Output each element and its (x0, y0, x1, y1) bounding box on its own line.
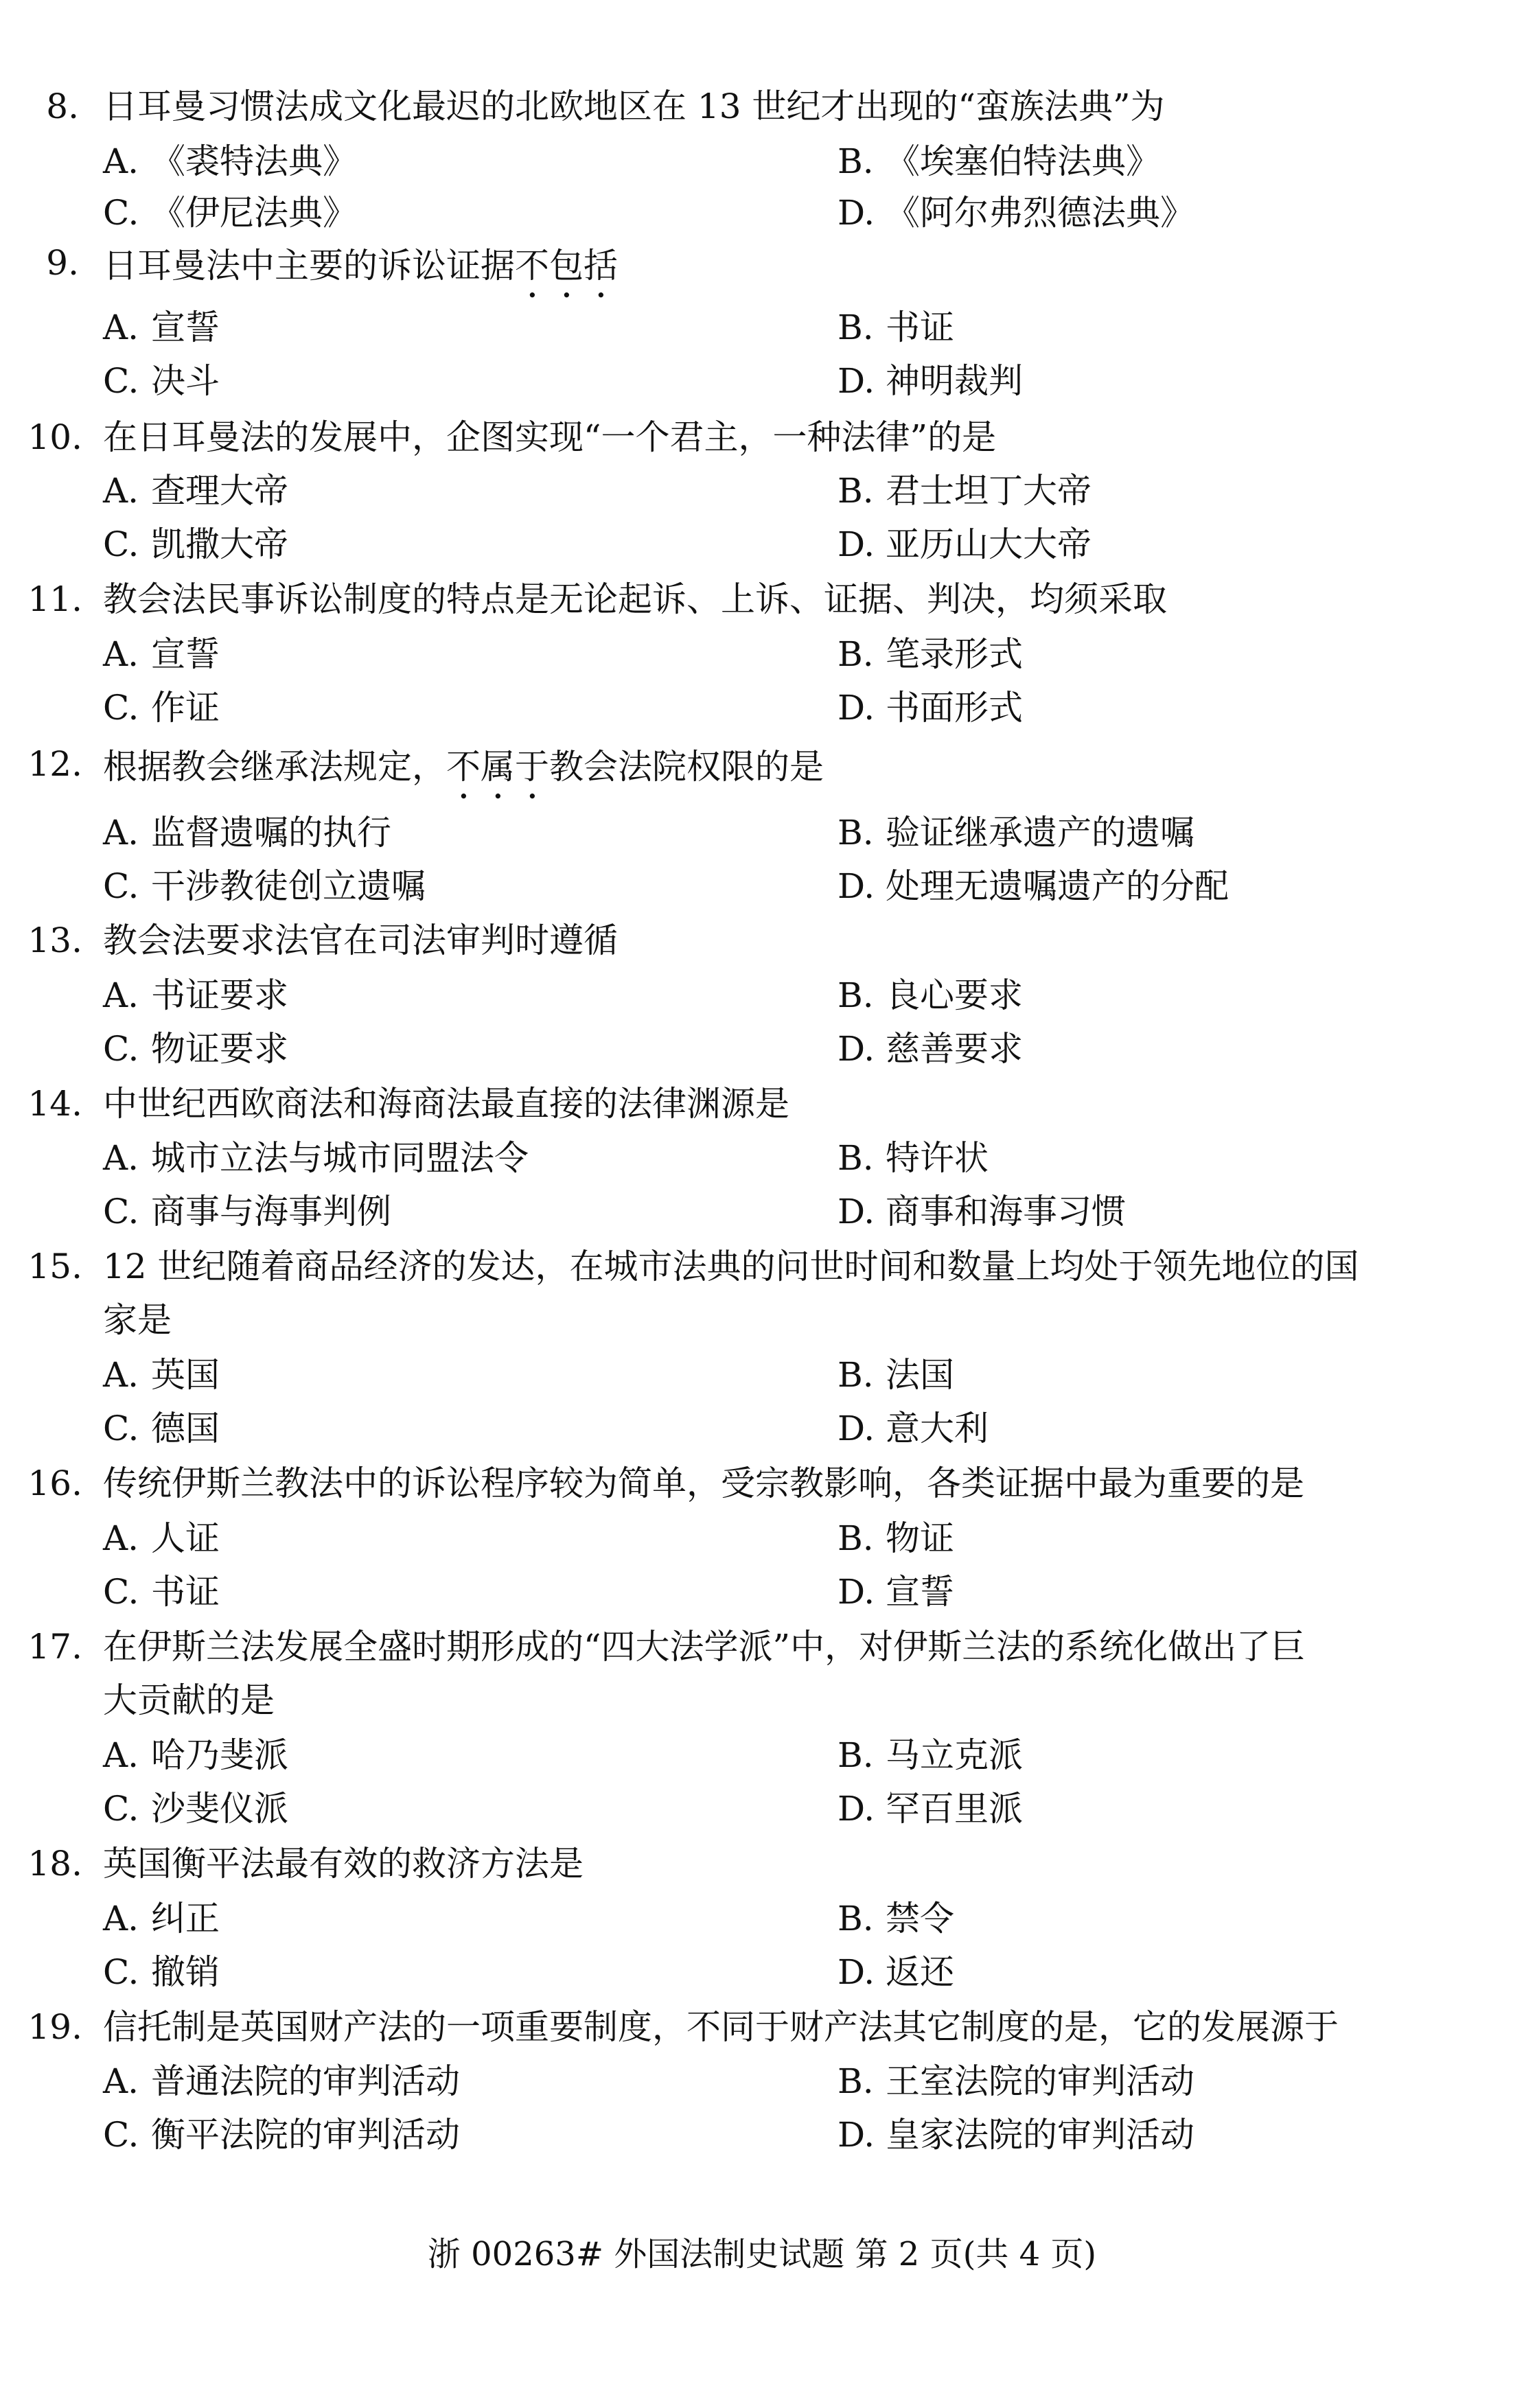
option-d: D. 返还 (838, 1952, 954, 1992)
option-d: D. 皇家法院的审判活动 (838, 2115, 1194, 2155)
emphasis-text: 不包括 (515, 246, 618, 286)
option-a: A. 宣誓 (103, 634, 220, 674)
question-stem: 教会法要求法官在司法审判时遵循 (103, 921, 618, 960)
question-stem: 教会法民事诉讼制度的特点是无论起诉、上诉、证据、判决，均须采取 (103, 579, 1167, 619)
question-number: 13. (27, 921, 82, 960)
question-stem-continued: 家是 (103, 1300, 172, 1340)
option-c: C. 决斗 (103, 361, 220, 401)
option-d: D. 罕百里派 (838, 1789, 1023, 1829)
option-b: B. 特许状 (838, 1138, 989, 1178)
question-number: 10. (27, 417, 82, 457)
option-d: D. 商事和海事习惯 (838, 1192, 1126, 1231)
option-b: B. 《埃塞伯特法典》 (838, 141, 1160, 181)
option-d: D. 书面形式 (838, 688, 1023, 728)
option-d: D. 意大利 (838, 1409, 989, 1448)
option-c: C. 干涉教徒创立遗嘱 (103, 866, 426, 906)
question-stem: 在日耳曼法的发展中，企图实现“一个君主，一种法律”的是 (103, 417, 997, 457)
option-b: B. 君士坦丁大帝 (838, 471, 1092, 511)
question-stem-continued: 大贡献的是 (103, 1680, 275, 1720)
option-b: B. 物证 (838, 1518, 954, 1558)
question-number: 18. (27, 1844, 82, 1884)
option-b: B. 良心要求 (838, 975, 1023, 1015)
option-b: B. 验证继承遗产的遗嘱 (838, 813, 1194, 853)
question-stem: 日耳曼习惯法成文化最迟的北欧地区在 13 世纪才出现的“蛮族法典”为 (103, 86, 1165, 126)
option-a: A. 书证要求 (103, 975, 288, 1015)
option-a: A. 哈乃斐派 (103, 1735, 288, 1775)
option-c: C. 商事与海事判例 (103, 1192, 391, 1231)
question-stem: 12 世纪随着商品经济的发达，在城市法典的问世时间和数量上均处于领先地位的国 (103, 1247, 1359, 1286)
option-a: A. 纠正 (103, 1899, 220, 1938)
option-a: A. 《裘特法典》 (103, 141, 357, 181)
option-d: D. 《阿尔弗烈德法典》 (838, 193, 1194, 233)
option-d: D. 处理无遗嘱遗产的分配 (838, 866, 1229, 906)
question-number: 19. (27, 2007, 82, 2047)
option-a: A. 城市立法与城市同盟法令 (103, 1138, 529, 1178)
option-c: C. 撤销 (103, 1952, 220, 1992)
option-b: B. 禁令 (838, 1899, 954, 1938)
option-a: A. 普通法院的审判活动 (103, 2061, 460, 2101)
question-stem: 日耳曼法中主要的诉讼证据不包括 (103, 246, 618, 286)
option-c: C. 书证 (103, 1572, 220, 1612)
option-c: C. 《伊尼法典》 (103, 193, 357, 233)
option-d: D. 亚历山大大帝 (838, 524, 1092, 564)
option-b: B. 王室法院的审判活动 (838, 2061, 1194, 2101)
option-b: B. 笔录形式 (838, 634, 1023, 674)
option-a: A. 监督遗嘱的执行 (103, 813, 391, 853)
option-b: B. 马立克派 (838, 1735, 1023, 1775)
option-c: C. 凯撒大帝 (103, 524, 288, 564)
emphasis-text: 不属于 (446, 747, 549, 787)
question-number: 9. (46, 243, 79, 283)
option-d: D. 宣誓 (838, 1572, 954, 1612)
option-a: A. 人证 (103, 1518, 220, 1558)
page-footer: 浙 00263# 外国法制史试题 第 2 页(共 4 页) (427, 2235, 1097, 2273)
question-stem: 信托制是英国财产法的一项重要制度，不同于财产法其它制度的是，它的发展源于 (103, 2007, 1339, 2047)
question-stem: 英国衡平法最有效的救济方法是 (103, 1844, 584, 1884)
option-c: C. 物证要求 (103, 1029, 288, 1069)
option-b: B. 书证 (838, 308, 954, 347)
option-d: D. 神明裁判 (838, 361, 1023, 401)
question-number: 15. (27, 1247, 82, 1286)
question-number: 16. (27, 1463, 82, 1503)
option-a: A. 宣誓 (103, 308, 220, 347)
option-c: C. 衡平法院的审判活动 (103, 2115, 460, 2155)
question-stem: 中世纪西欧商法和海商法最直接的法律渊源是 (103, 1084, 789, 1124)
question-stem: 根据教会继承法规定，不属于教会法院权限的是 (103, 747, 824, 787)
option-c: C. 沙斐仪派 (103, 1789, 288, 1829)
question-number: 11. (27, 579, 82, 619)
question-stem: 传统伊斯兰教法中的诉讼程序较为简单，受宗教影响，各类证据中最为重要的是 (103, 1463, 1304, 1503)
option-a: A. 查理大帝 (103, 471, 288, 511)
option-a: A. 英国 (103, 1355, 220, 1395)
question-number: 12. (27, 744, 82, 784)
option-c: C. 德国 (103, 1409, 220, 1448)
option-c: C. 作证 (103, 688, 220, 728)
question-number: 8. (46, 86, 79, 126)
question-number: 14. (27, 1084, 82, 1124)
question-stem: 在伊斯兰法发展全盛时期形成的“四大法学派”中，对伊斯兰法的系统化做出了巨 (103, 1627, 1306, 1667)
option-b: B. 法国 (838, 1355, 954, 1395)
question-number: 17. (27, 1627, 82, 1667)
option-d: D. 慈善要求 (838, 1029, 1023, 1069)
